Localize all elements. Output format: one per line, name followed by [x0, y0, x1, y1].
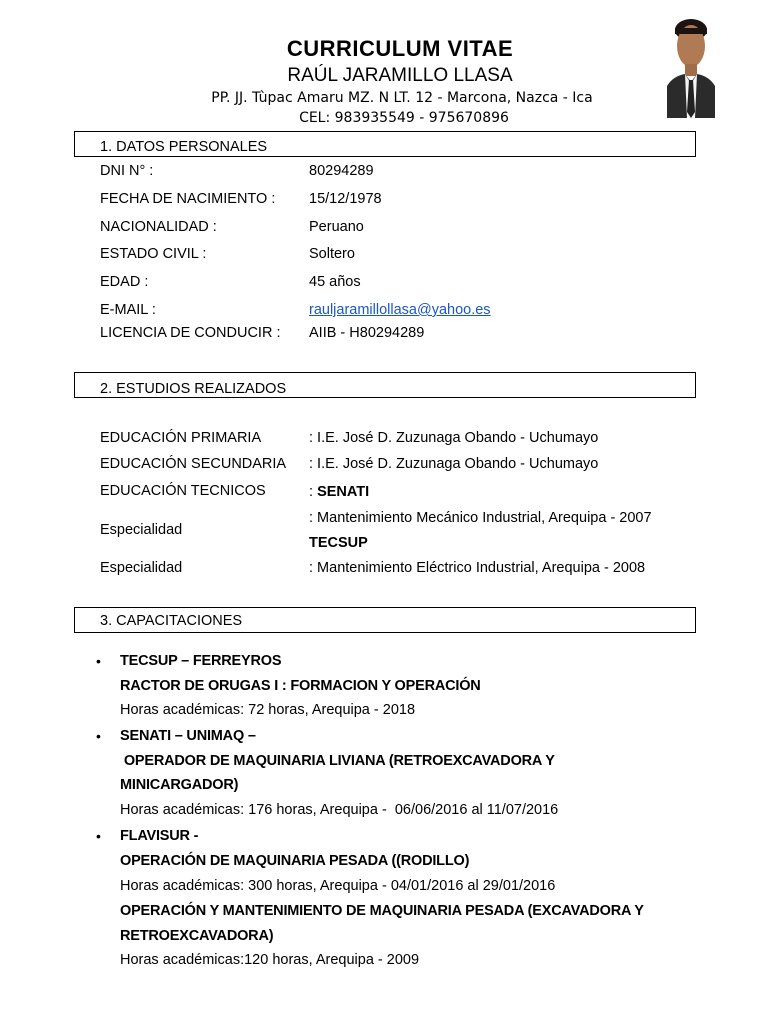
- training-4-course-line1: OPERACIÓN Y MANTENIMIENTO DE MAQUINARIA PESADA (EXCAVADORA Y: [120, 903, 644, 919]
- primary-education-value: : I.E. José D. Zuzunaga Obando - Uchumayo: [309, 430, 599, 446]
- email-label: E-MAIL :: [100, 302, 156, 318]
- section-personal-header: [74, 131, 696, 157]
- training-2-course-line1: OPERADOR DE MAQUINARIA LIVIANA (RETROEXCAVADORA Y: [120, 753, 555, 769]
- training-4-hours: Horas académicas:120 horas, Arequipa - 2009: [120, 952, 420, 968]
- technical-education-label: EDUCACIÓN TECNICOS: [100, 483, 266, 499]
- secondary-education-label: EDUCACIÓN SECUNDARIA: [100, 456, 287, 472]
- section-training-header: [74, 607, 696, 633]
- marital-status-label: ESTADO CIVIL :: [100, 246, 207, 262]
- age-label: EDAD :: [100, 274, 149, 290]
- training-2-org: SENATI – UNIMAQ –: [120, 728, 256, 744]
- specialty-1-label: Especialidad: [100, 522, 183, 538]
- training-3-org: FLAVISUR -: [120, 828, 199, 844]
- specialty-2-value: : Mantenimiento Eléctrico Industrial, Arequipa - 2008: [309, 560, 646, 576]
- bullet-icon: •: [96, 828, 101, 844]
- specialty-1-value: : Mantenimiento Mecánico Industrial, Arequipa - 2007: [309, 510, 652, 526]
- license-value: AIIB - H80294289: [309, 325, 425, 341]
- training-1-course: RACTOR DE ORUGAS I : FORMACION Y OPERACIÓN: [120, 678, 481, 694]
- training-3-hours: Horas académicas: 300 horas, Arequipa - 04/01/2016 al 29/01/2016: [120, 878, 556, 894]
- phone-numbers: CEL: 983935549 - 975670896: [299, 110, 509, 126]
- person-name: RAÚL JARAMILLO LLASA: [287, 65, 513, 86]
- birthdate-label: FECHA DE NACIMIENTO :: [100, 191, 276, 207]
- portrait-photo: [667, 12, 715, 118]
- marital-status-value: Soltero: [309, 246, 355, 262]
- section-title: 3. CAPACITACIONES: [100, 613, 243, 629]
- bullet-icon: •: [96, 728, 101, 744]
- dni-value: 80294289: [309, 163, 374, 179]
- portrait-icon: [667, 12, 715, 118]
- training-3-course: OPERACIÓN DE MAQUINARIA PESADA ((RODILLO): [120, 853, 470, 869]
- training-4-course-line2: RETROEXCAVADORA): [120, 928, 274, 944]
- dni-label: DNI N° :: [100, 163, 154, 179]
- specialty-2-label: Especialidad: [100, 560, 183, 576]
- age-value: 45 años: [309, 274, 361, 290]
- section-studies-header: [74, 372, 696, 398]
- section-title: 1. DATOS PERSONALES: [100, 139, 268, 155]
- institution-tecsup: TECSUP: [309, 535, 368, 551]
- document-title: CURRICULUM VITAE: [286, 36, 514, 61]
- bullet-icon: •: [96, 653, 101, 669]
- birthdate-value: 15/12/1978: [309, 191, 382, 207]
- address: PP. JJ. Tùpac Amaru MZ. N LT. 12 - Marcona, Nazca - Ica: [211, 90, 593, 106]
- technical-education-value: : SENATI: [309, 484, 370, 500]
- training-2-course-line2: MINICARGADOR): [120, 777, 239, 793]
- primary-education-label: EDUCACIÓN PRIMARIA: [100, 430, 262, 446]
- section-title: 2. ESTUDIOS REALIZADOS: [100, 381, 287, 397]
- license-label: LICENCIA DE CONDUCIR :: [100, 325, 281, 341]
- training-2-hours: Horas académicas: 176 horas, Arequipa - 06/06/2016 al 11/07/2016: [120, 802, 559, 818]
- institution-senati: SENATI: [317, 484, 370, 500]
- nationality-label: NACIONALIDAD :: [100, 219, 217, 235]
- email-link[interactable]: rauljaramillollasa@yahoo.es: [309, 302, 491, 318]
- nationality-value: Peruano: [309, 219, 364, 235]
- secondary-education-value: : I.E. José D. Zuzunaga Obando - Uchumayo: [309, 456, 599, 472]
- training-1-hours: Horas académicas: 72 horas, Arequipa - 2018: [120, 702, 416, 718]
- training-1-org: TECSUP – FERREYROS: [120, 653, 282, 669]
